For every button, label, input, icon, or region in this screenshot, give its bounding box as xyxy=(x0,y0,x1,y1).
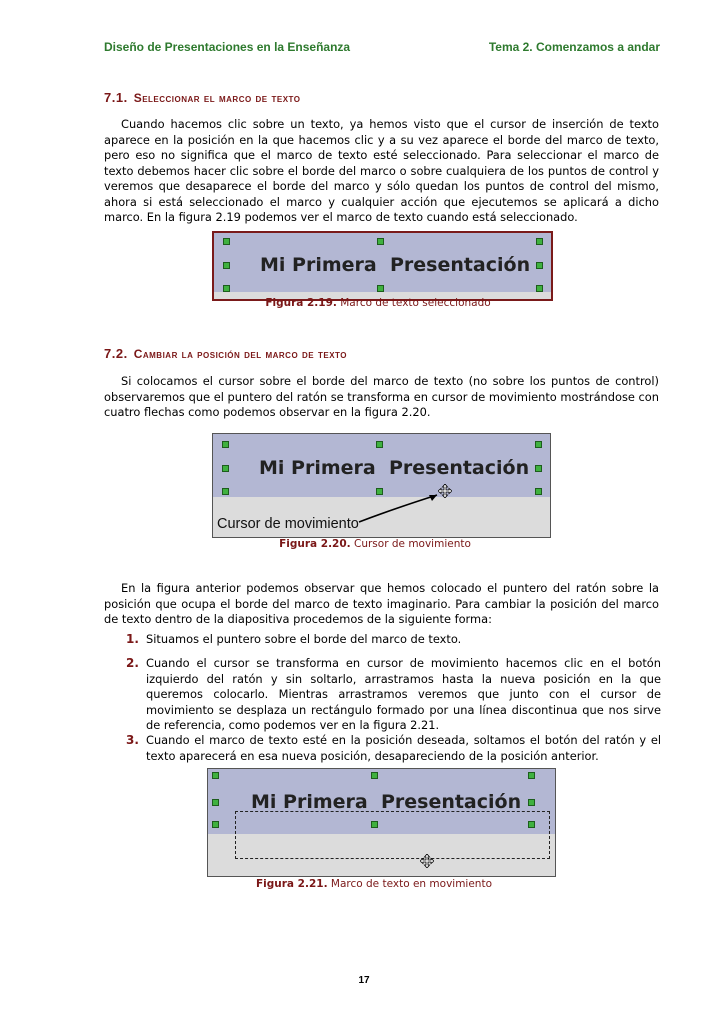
control-point xyxy=(212,772,219,779)
control-point xyxy=(212,821,219,828)
annotation-label: Cursor de movimiento xyxy=(217,516,359,532)
control-point xyxy=(377,285,384,292)
section-title: Seleccionar el marco de texto xyxy=(133,91,301,105)
caption-label: Figura 2.19. xyxy=(265,297,337,309)
paragraph-7-1: Cuando hacemos clic sobre un texto, ya hemos visto que el cursor de inserción de texto aparece en la posición en la que hacemos clic y a su vez aparece el borde del marco de texto, pero eso no significa que el marco de texto esté seleccionado. Para seleccionar el marco de texto debemos hacer clic sobre el borde del marco o sobre cualquiera de los puntos de control y veremos que desaparece el borde del marco y sólo quedan los puntos de control del mismo, ahora si está seleccionado el marco y cualquier acción que ejecutemos se aplicará a dicho marco. En la figura 2.19 podemos ver el marco de texto cuando está seleccionado. xyxy=(104,117,659,224)
caption-label: Figura 2.21. xyxy=(255,878,328,890)
section-number: 7.2. xyxy=(104,346,128,361)
document-title: Diseño de Presentaciones en la Enseñanza xyxy=(104,40,351,54)
slide-title-text: Mi Primera Presentación xyxy=(259,457,530,479)
control-point xyxy=(377,238,384,245)
caption-text: Marco de texto seleccionado xyxy=(340,297,491,309)
drag-outline xyxy=(235,811,550,859)
section-heading-7-2 xyxy=(104,345,347,363)
page-number: 17 xyxy=(358,975,370,986)
figure-2-19-caption xyxy=(14,297,728,309)
step-text: Cuando el marco de texto esté en la posición deseada, soltamos el botón del ratón y el texto aparecerá en esa nueva posición, desapareciendo de la posición anterior. xyxy=(146,733,661,763)
control-point xyxy=(536,262,543,269)
paragraph-procedure: En la figura anterior podemos observar que hemos colocado el puntero del ratón sobre la posición que ocupa el borde del marco de texto imaginario. Para cambiar la posición del marco de texto dentro de la diapositiva procedemos de la siguiente forma: xyxy=(104,581,659,626)
step-number: 1. xyxy=(126,632,139,646)
control-point xyxy=(223,262,230,269)
figure-2-20-slide xyxy=(212,433,551,538)
control-point xyxy=(212,799,219,806)
step-text: Situamos el puntero sobre el borde del marco de texto. xyxy=(146,632,462,646)
caption-label: Figura 2.20. xyxy=(279,538,351,550)
figure-2-20-caption xyxy=(11,538,728,550)
step-number: 2. xyxy=(126,656,139,670)
slide-title-text: Mi Primera Presentación xyxy=(260,254,531,276)
section-heading-7-1 xyxy=(104,89,301,107)
caption-text: Cursor de movimiento xyxy=(354,538,471,550)
figure-2-21-caption xyxy=(10,878,728,890)
figure-2-21-slide xyxy=(207,768,556,877)
control-point xyxy=(528,799,535,806)
control-point xyxy=(223,238,230,245)
move-cursor-icon xyxy=(420,854,434,868)
caption-text: Marco de texto en movimiento xyxy=(330,878,493,890)
section-title: Cambiar la posición del marco de texto xyxy=(133,347,347,361)
control-point xyxy=(528,772,535,779)
control-point xyxy=(536,285,543,292)
figure-2-19-slide xyxy=(212,231,553,301)
page-header xyxy=(104,40,660,56)
control-point xyxy=(536,238,543,245)
section-number: 7.1. xyxy=(104,90,128,105)
control-point xyxy=(371,772,378,779)
chapter-title: Tema 2. Comenzamos a andar xyxy=(488,40,660,54)
control-point xyxy=(223,285,230,292)
paragraph-7-2: Si colocamos el cursor sobre el borde del marco de texto (no sobre los puntos de control) observaremos que el puntero del ratón se transforma en cursor de movimiento mostrándose con cuatro flechas como podemos observar en la figura 2.20. xyxy=(104,374,659,419)
slide-title-text: Mi Primera Presentación xyxy=(251,791,522,813)
step-number: 3. xyxy=(126,733,139,747)
step-text: Cuando el cursor se transforma en cursor de movimiento hacemos clic en el botón izquierdo del ratón y sin soltarlo, arrastramos hasta la nueva posición en la que queremos colocarlo. Mientras arrastramos veremos que junto con el cursor de movimiento se desplaza un rectángulo formado por una línea discontinua que nos sirve de referencia, como podemos ver en la figura 2.21. xyxy=(146,656,661,732)
